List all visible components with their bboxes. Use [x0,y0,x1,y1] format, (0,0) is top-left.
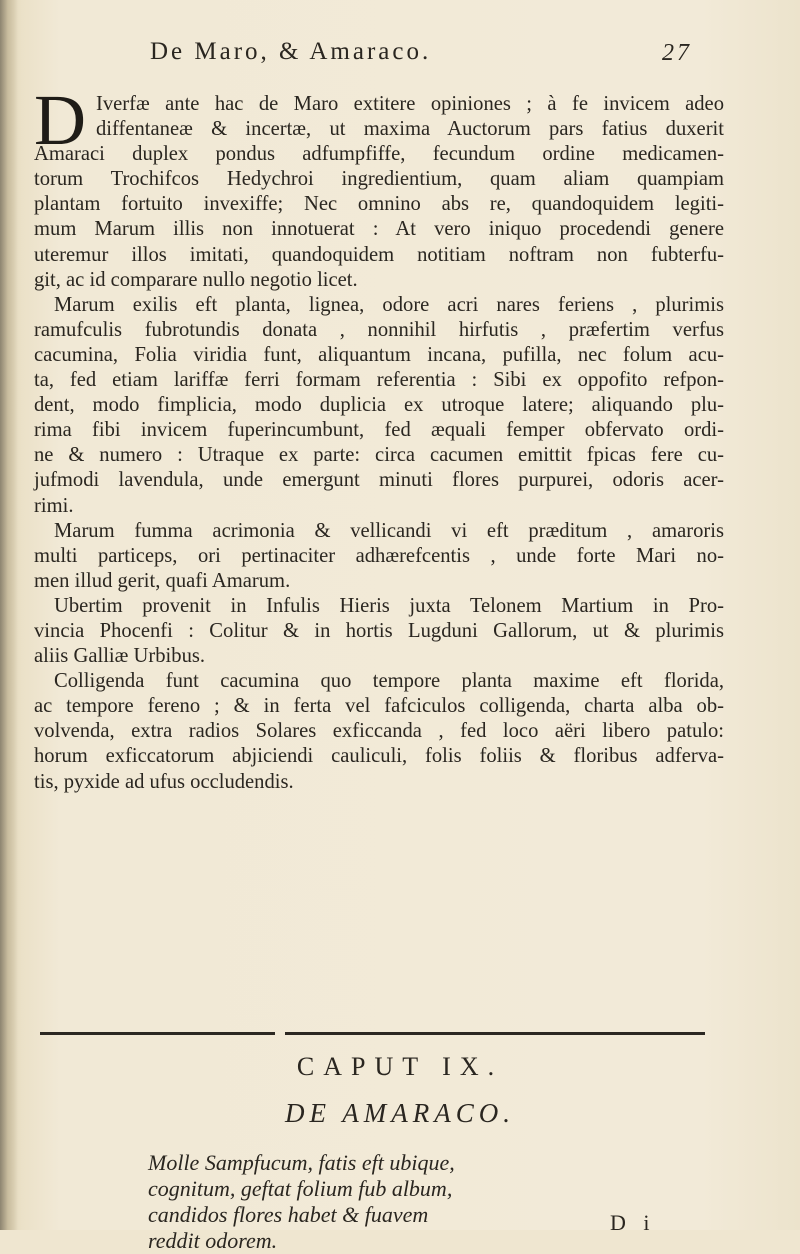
chapter-heading: CAPUT IX. [296,1052,504,1081]
text-line: Ubertim provenit in Infulis Hieris juxta Telonem Martium in Pro- [54,594,724,617]
paragraph [34,669,724,794]
text-line: ta, fed etiam lariffæ ferri formam referentia : Sibi ex oppofito refpon- [34,369,724,392]
verse-block [148,1150,608,1254]
catchword: D i [610,1210,656,1235]
text-line: mum Marum illis non innotuerat : At vero iniquo procedendi genere [34,218,724,241]
text-line: dent, modo fimplicia, modo duplicia ex utroque latere; aliquando plu- [34,394,724,417]
page-number: 27 [662,40,692,66]
text-line: ramufculis fubrotundis donata , nonnihil hirfutis , præfertim verfus [34,318,724,341]
text-line: rimi. [34,494,74,517]
verse-line: reddit odorem. [148,1228,278,1253]
running-head [150,38,692,72]
text-line: aliis Galliæ Urbibus. [34,645,206,668]
verse-line: Molle Sampfucum, fatis eft ubique, [148,1150,455,1175]
text-line: volvenda, extra radios Solares exficcanda , fed loco aëri libero patulo: [34,720,724,743]
text-line: uteremur illos imitati, quandoquidem notitiam noftram non fubterfu- [34,243,724,266]
running-head-title: De Maro, & Amaraco. [150,38,432,65]
text-line: jufmodi lavendula, unde emergunt minuti flores purpurei, odoris acer- [34,469,724,492]
text-line: men illud gerit, quafi Amarum. [34,569,291,592]
chapter-divider-rule [40,1032,705,1036]
text-line: Amaraci duplex pondus adfumpfiffe, fecundum ordine medicamen- [34,143,724,166]
text-line: cacumina, Folia viridia funt, aliquantum incana, pufilla, nec folum acu- [34,343,724,366]
text-line: plantam fortuito invexiffe; Nec omnino abs re, quandoquidem legiti- [34,193,724,216]
text-line: Marum exilis eft planta, lignea, odore acri nares feriens , plurimis [54,293,724,316]
paragraph [34,80,724,293]
chapter-subheading: DE AMARACO. [285,1098,515,1128]
text-line: Iverfæ ante hac de Maro extitere opiniones ; à fe invicem adeo [96,93,724,115]
body-text [34,80,724,795]
text-line: Marum fumma acrimonia & vellicandi vi eft præditum , amaroris [54,519,724,542]
text-line: vincia Phocenfi : Colitur & in hortis Lugduni Gallorum, ut & plurimis [34,619,724,642]
text-line: diffentaneæ & incertæ, ut maxima Auctorum pars fatius duxerit [96,118,724,141]
text-line: rima fibi invicem fuperincumbunt, fed æquali femper obfervato ordi- [34,419,724,442]
drop-capital: D [34,80,86,160]
paragraph [34,519,724,594]
text-line: horum exficcatorum abjiciendi cauliculi, folis foliis & floribus adferva- [34,745,724,768]
text-line: tis, pyxide ad ufus occludendis. [34,770,294,793]
text-line: ac tempore fereno ; & in ferta vel fafciculos colligenda, charta alba ob- [34,695,724,718]
text-line: torum Trochifcos Hedychroi ingredientium, quam aliam quampiam [34,168,724,191]
text-line: Colligenda funt cacumina quo tempore planta maxime eft florida, [54,670,724,693]
rule-segment [40,1032,275,1035]
verse-line: cognitum, geftat folium fub album, [148,1176,453,1201]
text-line: git, ac id comparare nullo negotio licet. [34,268,358,291]
paragraph [34,594,724,669]
verse-line: candidos flores habet & fuavem [148,1202,429,1227]
rule-segment [285,1032,705,1035]
paragraph [34,293,724,519]
text-line: ne & numero : Utraque ex parte: circa cacumen emittit fpicas fere cu- [34,444,724,467]
text-line: multi particeps, ori pertinaciter adhærefcentis , unde forte Mari no- [34,544,724,567]
page-gutter-shadow [0,0,18,1230]
